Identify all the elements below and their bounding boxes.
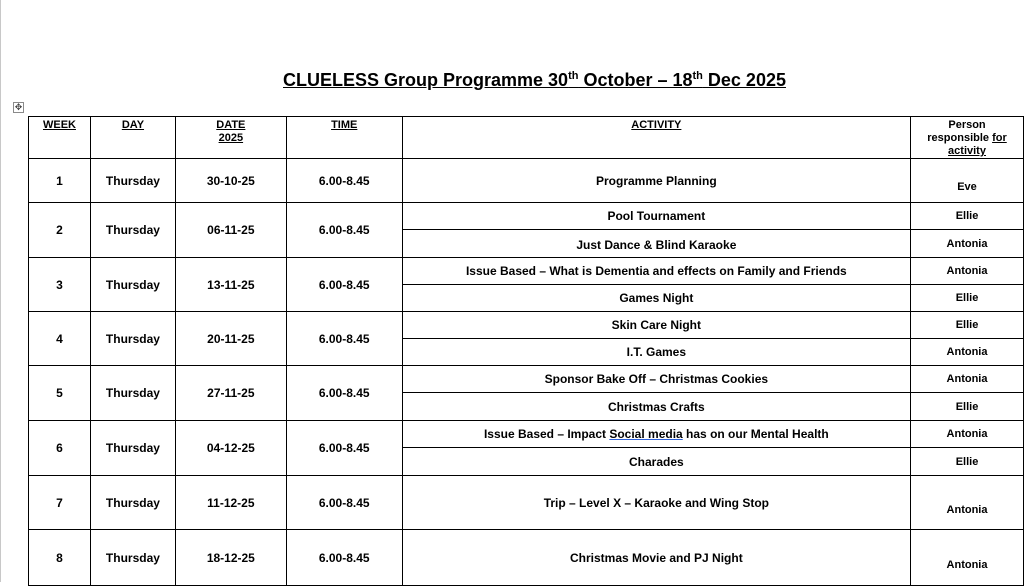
week-cell: 2 <box>29 203 91 258</box>
date-cell: 06-11-25 <box>175 203 286 258</box>
header-row <box>29 117 1024 159</box>
day-cell: Thursday <box>90 421 175 476</box>
table-row <box>29 159 1024 203</box>
table-move-handle-icon[interactable]: ✥ <box>14 102 23 112</box>
date-cell: 27-11-25 <box>175 366 286 421</box>
time-cell: 6.00-8.45 <box>286 159 402 203</box>
person-cell: Antonia <box>911 230 1024 258</box>
activity-cell: Programme Planning <box>402 159 910 203</box>
day-cell: Thursday <box>90 258 175 312</box>
header-day: DAY <box>90 117 175 159</box>
activity-cell: Charades <box>402 448 910 476</box>
table-row <box>29 312 1024 339</box>
person-cell: Antonia <box>911 530 1024 586</box>
week-cell: 7 <box>29 476 91 530</box>
header-activity: ACTIVITY <box>402 117 910 159</box>
person-cell: Antonia <box>911 421 1024 448</box>
activity-cell: Christmas Crafts <box>402 393 910 421</box>
day-cell: Thursday <box>90 159 175 203</box>
day-cell: Thursday <box>90 312 175 366</box>
time-cell: 6.00-8.45 <box>286 258 402 312</box>
header-week: WEEK <box>29 117 91 159</box>
day-cell: Thursday <box>90 476 175 530</box>
person-cell: Ellie <box>911 285 1024 312</box>
person-cell: Antonia <box>911 339 1024 366</box>
person-cell: Ellie <box>911 448 1024 476</box>
date-cell: 30-10-25 <box>175 159 286 203</box>
week-cell: 3 <box>29 258 91 312</box>
activity-cell: Games Night <box>402 285 910 312</box>
header-time: TIME <box>286 117 402 159</box>
activity-cell: Just Dance & Blind Karaoke <box>402 230 910 258</box>
time-cell: 6.00-8.45 <box>286 530 402 586</box>
person-cell: Eve <box>911 159 1024 203</box>
activity-cell: I.T. Games <box>402 339 910 366</box>
activity-cell: Pool Tournament <box>402 203 910 230</box>
week-cell: 1 <box>29 159 91 203</box>
document-title: CLUELESS Group Programme 30th October – 18th Dec 2025 <box>283 70 786 90</box>
time-cell: 6.00-8.45 <box>286 203 402 258</box>
person-cell: Antonia <box>911 258 1024 285</box>
date-cell: 18-12-25 <box>175 530 286 586</box>
date-cell: 20-11-25 <box>175 312 286 366</box>
person-cell: Antonia <box>911 476 1024 530</box>
spellcheck-marked-text: Social media <box>609 427 683 441</box>
header-person-responsible: Person responsible for activity <box>911 117 1024 159</box>
activity-cell: Issue Based – What is Dementia and effects on Family and Friends <box>402 258 910 285</box>
date-cell: 04-12-25 <box>175 421 286 476</box>
table-row <box>29 203 1024 230</box>
person-cell: Ellie <box>911 312 1024 339</box>
time-cell: 6.00-8.45 <box>286 476 402 530</box>
week-cell: 4 <box>29 312 91 366</box>
date-cell: 11-12-25 <box>175 476 286 530</box>
programme-table <box>28 116 1024 586</box>
table-row <box>29 476 1024 530</box>
time-cell: 6.00-8.45 <box>286 421 402 476</box>
date-cell: 13-11-25 <box>175 258 286 312</box>
activity-cell: Skin Care Night <box>402 312 910 339</box>
person-cell: Antonia <box>911 366 1024 393</box>
activity-cell: Christmas Movie and PJ Night <box>402 530 910 586</box>
day-cell: Thursday <box>90 366 175 421</box>
day-cell: Thursday <box>90 530 175 586</box>
time-cell: 6.00-8.45 <box>286 312 402 366</box>
person-cell: Ellie <box>911 393 1024 421</box>
person-cell: Ellie <box>911 203 1024 230</box>
activity-cell: Sponsor Bake Off – Christmas Cookies <box>402 366 910 393</box>
time-cell: 6.00-8.45 <box>286 366 402 421</box>
table-row <box>29 366 1024 393</box>
day-cell: Thursday <box>90 203 175 258</box>
week-cell: 8 <box>29 530 91 586</box>
week-cell: 5 <box>29 366 91 421</box>
table-row <box>29 421 1024 448</box>
week-cell: 6 <box>29 421 91 476</box>
activity-cell: Trip – Level X – Karaoke and Wing Stop <box>402 476 910 530</box>
table-row <box>29 530 1024 586</box>
activity-cell: Issue Based – Impact Social media has on our Mental Health <box>402 421 910 448</box>
header-date: DATE 2025 <box>175 117 286 159</box>
table-row <box>29 258 1024 285</box>
